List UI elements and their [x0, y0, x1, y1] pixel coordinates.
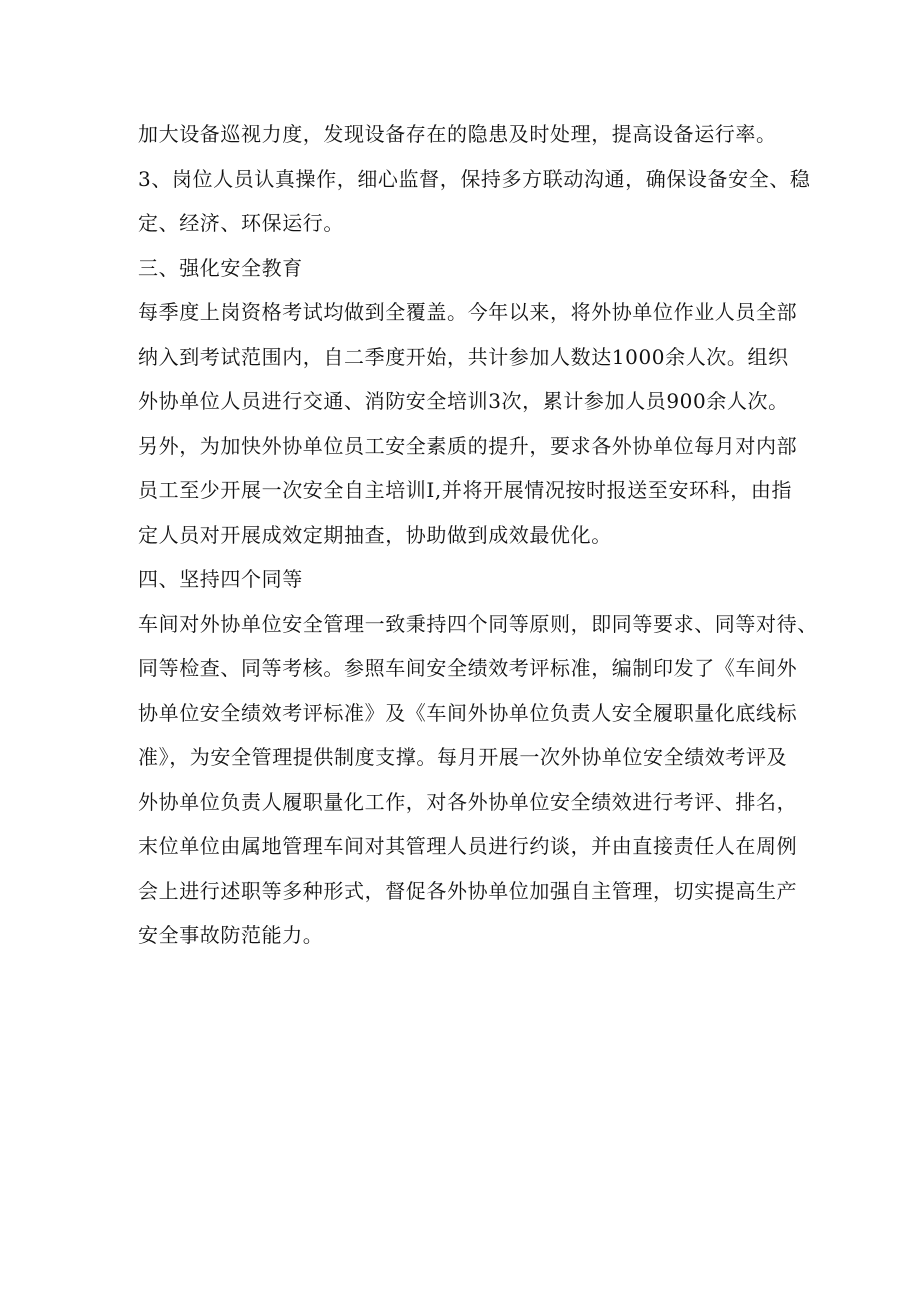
text-line: 准》，为安全管理提供制度支撑。每月开展一次外协单位安全绩效考评及: [138, 745, 788, 769]
text-line: 加大设备巡视力度，发现设备存在的隐患及时处理，提高设备运行率。: [138, 122, 777, 146]
text-line: 外协单位负责人履职量化工作，对各外协单位安全绩效进行考评、排名，: [138, 789, 798, 814]
text-line: 3、岗位人员认真操作，细心监督，保持多方联动沟通，确保设备安全、稳: [138, 166, 811, 191]
section-heading: 四、坚持四个同等: [138, 567, 303, 591]
text-line: 外协单位人员进行交通、消防安全培训3次，累计参加人员900余人次。: [138, 389, 789, 413]
text-line: 会上进行述职等多种形式，督促各外协单位加强自主管理，切实提高生产: [138, 878, 798, 903]
text-line: 每季度上岗资格考试均做到全覆盖。今年以来，将外协单位作业人员全部: [138, 300, 798, 324]
text-line: 协单位安全绩效考评标准》及《车间外协单位负责人安全履职量化底线标: [138, 700, 798, 725]
text-line: 定、经济、环保运行。: [138, 211, 344, 235]
text-line: 车间对外协单位安全管理一致秉持四个同等原则，即同等要求、同等对待、: [138, 611, 818, 636]
text-line: 末位单位由属地管理车间对其管理人员进行约谈，并由直接责任人在周例: [138, 834, 798, 858]
text-line: 纳入到考试范围内，自二季度开始，共计参加人数达1000余人次。组织: [138, 344, 789, 369]
text-line: 安全事故防范能力。: [138, 923, 324, 947]
text-line: 员工至少开展一次安全自主培训I,并将开展情况按时报送至安环科，由指: [138, 478, 793, 502]
text-line: 另外，为加快外协单位员工安全素质的提升，要求各外协单位每月对内部: [138, 433, 798, 458]
section-heading: 三、强化安全教育: [138, 255, 303, 280]
text-line: 同等检查、同等考核。参照车间安全绩效考评标准，编制印发了《车间外: [138, 656, 798, 680]
text-line: 定人员对开展成效定期抽查，协助做到成效最优化。: [138, 522, 612, 547]
document-body: [138, 112, 818, 958]
